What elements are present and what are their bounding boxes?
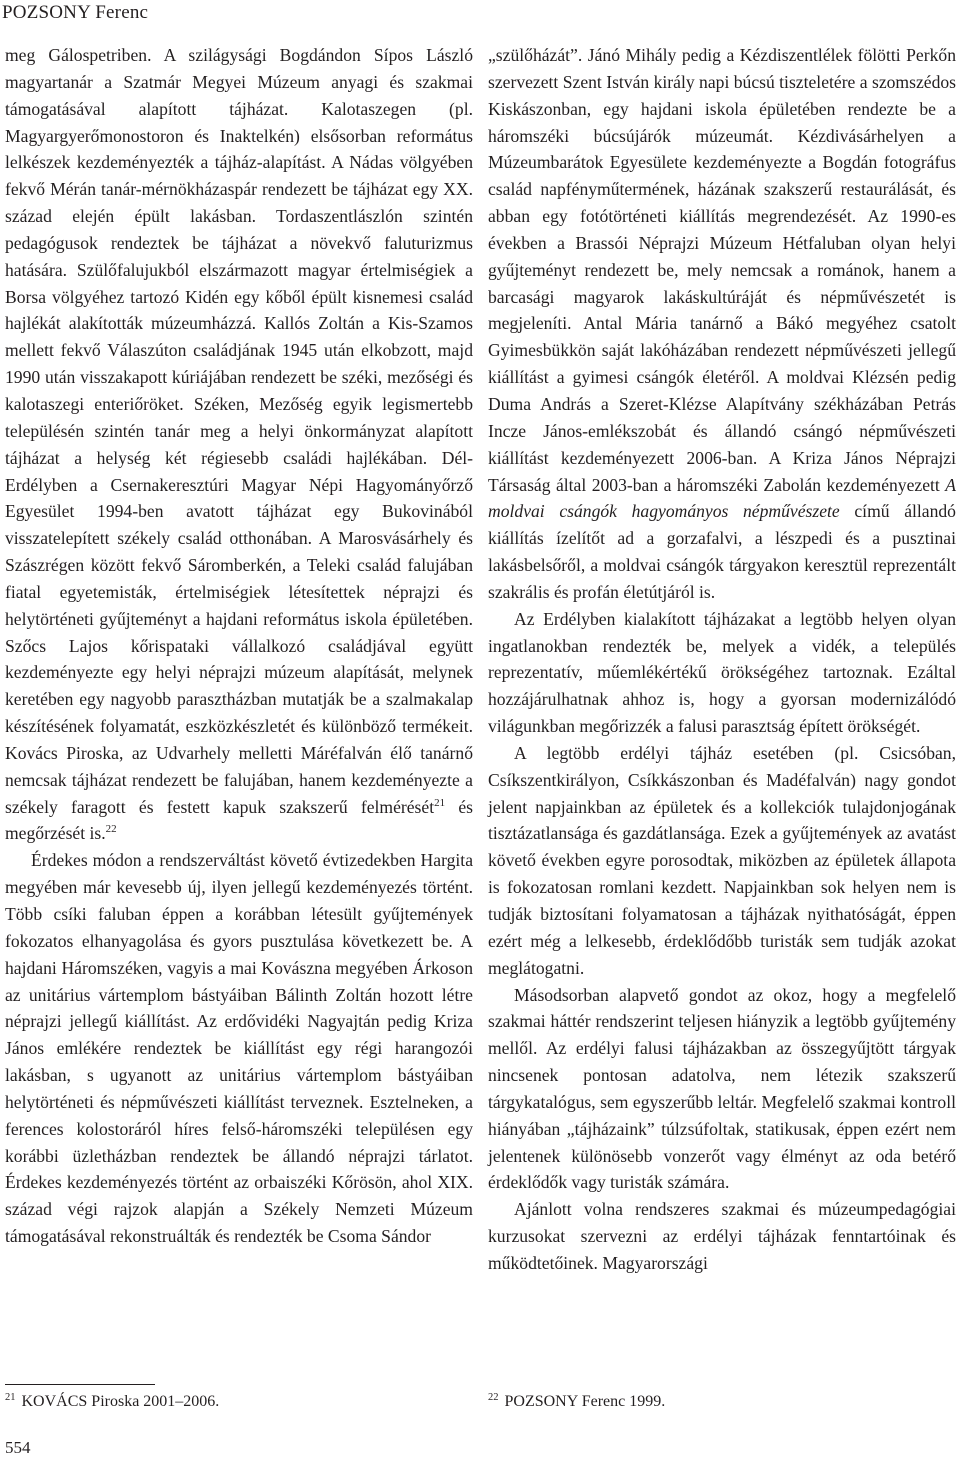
footnote-21-number: 21	[5, 1392, 16, 1403]
exhibition-title: A moldvai csángók hagyományos népművészete	[488, 474, 956, 522]
left-paragraph-2: Érdekes módon a rendszerváltást követő évtizedekben Hargita megyében már kevesebb új, ilyen jellegű kezdeményezés történt. Több csíki faluban éppen a korábban létesült gyűjtemények fokozatos elhanyagolása és gyors pusztulása következett be. A hajdani Háromszéken, vagyis a mai Kovászna megyében Árkoson az unitárius vártemplom bástyáiban Bálinth Zoltán hozott létre néprajzi jellegű kiállítást. Az erdővidéki Nagyajtán pedig Kriza János emlékére rendeztek be kiállítást egy régi harangozói lakásban, s ugyanott az unitárius vártemplom bástyáiban helytörténeti és népművészeti kiállítást terveznek. Esztelneken, a ferences kolostoráról híres felső-háromszéki településen egy korábbi üzletházban rendeztek be állandó néprajzi tárlatot. Érdekes kezdeményezés történt az orbaiszéki Kőrösön, ahol XIX. század végi rajzok alapján a Székely Nemzeti Múzeum támogatásával rekonstruálták és rendezték be Csoma Sándor	[5, 850, 473, 1247]
right-paragraph-3: A legtöbb erdélyi tájház esetében (pl. Csicsóban, Csíkszentkirályon, Csíkkászonban és Madéfalván) nagy gondot jelent napjainkban az épületek és a kollekciók tulajdonjogának tisztázatlansága és gazdátlansága. Ezek a gyűjtemények az avatást követő években egyre porosodtak, miközben az épületek állapota is fokozatosan romlani kezdett. Napjainkban sok helyen nem is tudják biztosítani folyamatosan a tájházak nyithatóságát, éppen ezért még a lelkesebb, érdeklődőbb turisták sem tudják azokat meglátogatni.	[488, 742, 956, 978]
footnote-22-text: POZSONY Ferenc 1999.	[504, 1393, 666, 1410]
right-paragraph-4: Másodsorban alapvető gondot az okoz, hogy a megfelelő szakmai háttér rendszerint teljesen hiányzik a legtöbb gyűjtemény mellől. Az erdélyi falusi tájházakban az összegyűjtött tárgyak nincsenek pontosan adatolva, nem létezik szakszerű tárgykatalógus, sem egyszerűbb leltár. Megfelelő szakmai kontroll hiányában „tájházaink” túlzsúfoltak, statikusak, éppen ezért nem jelentenek különösebb vonzerőt vagy élményt az oda betérő érdeklődők vagy turisták számára.	[488, 984, 956, 1193]
footnote-rule	[5, 1384, 155, 1385]
footnote-22	[488, 1392, 665, 1412]
running-head: POZSONY Ferenc	[2, 2, 149, 23]
left-paragraph-1	[5, 42, 473, 847]
left-column	[5, 42, 473, 1250]
right-paragraph-5: Ajánlott volna rendszeres szakmai és múzeumpedagógiai kurzusokat szervezni az erdélyi tájházak fenntartóinak és működtetőinek. Magyarországi	[488, 1199, 956, 1273]
footnote-21-text: KOVÁCS Piroska 2001–2006.	[21, 1393, 220, 1410]
left-paragraph-1-tail: és megőrzését is.	[5, 796, 473, 844]
right-paragraph-2: Az Erdélyben kialakított tájházakat a legtöbb helyen olyan ingatlanokban rendezték be, melyek a vidék, a település reprezentatív, műemlékértékű örökségéhez tartoznak. Ezáltal hozzájárulhatnak ahhoz is, hogy a gyorsan modernizálódó világunkban megőrizzék a falusi parasztság épített örökségét.	[488, 608, 956, 737]
right-paragraph-1	[488, 42, 956, 606]
right-paragraph-1-text: „szülőházát”. Jánó Mihály pedig a Kézdiszentlélek fölötti Perkőn szervezett Szent István király napi búcsú tiszteletére a szomszédos Kiskászonban, egy hajdani iskola épületében rendezte be a háromszéki búcsújárók múzeumát. Kézdivásárhelyen a Múzeumbarátok Egyesülete kezdeményezte a Bogdán fotográfus család napfényműtermének, házának szakszerű restaurálását, és abban egy fotótörténeti kiállítás megrendezését. Az 1990-es években a Brassói Néprajzi Múzeum Hétfaluban olyan helyi gyűjteményt rendezett be, mely nemcsak a románok, hanem a barcasági magyarok lakáskultúráját és népművészetét is megjeleníti. Antal Mária tanárnő a Bákó megyéhez csatolt Gyimesbükkön saját lakóházában rendezett népművészeti jellegű kiállítást a gyimesi csángók életéről. A moldvai Klézsén pedig Duma András a Szeret-Klézse Alapítvány székházában Petrás Incze János-emlékszobát és állandó csángó népművészeti kiállítást kezdeményezett 2006-ban. A Kriza János Néprajzi Társaság által 2003-ban a háromszéki Zabolán kezdeményezett	[488, 45, 957, 495]
right-column	[488, 42, 956, 1277]
footnote-ref-22: 22	[105, 823, 117, 836]
left-paragraph-1-text: meg Gálospetriben. A szilágysági Bogdándon Sípos László magyartanár a Szatmár Megyei Múzeum anyagi és szakmai támogatásával alapított tájházat. Kalotaszegen (pl. Magyargyerőmonostoron és Inaktelkén) elsősorban református lelkészek kezdeményezték a tájház-alapítást. A Nádas völgyében fekvő Mérán tanár-mérnökházaspár rendezett be tájházat egy XX. század elején épült lakásban. Tordaszentlászlón szintén pedagógusok rendeztek be tájházat a növekvő faluturizmus hatására. Szülőfalujukból elszármazott magyar értelmiségiek a Borsa völgyéhez tartozó Kidén egy kőből épült kisnemesi család hajlékát alakították múzeumházzá. Kallós Zoltán a Kis-Szamos mellett fekvő Válaszúton családjának 1945 után elkobzott, majd 1990 után visszakapott kúriájában rendezett be széki, mezőségi és kalotaszegi enteriőröket. Széken, Mezőség egyik legismertebb településén szintén tanár meg a helyi önkormányzat alapított tájházat a helység két régiesebb családi hajlékában. Dél-Erdélyben a Csernakeresztúri Magyar Népi Hagyományőrző Egyesület 1994-ben avatott tájházat egy Bukovinából visszatelepített székely család otthonában. A Marosvásárhely és Szászrégen között fekvő Sáromberkén, a Teleki család falujában fiatal egyetemisták, értelmiségiek létesítettek néprajzi és helytörténeti gyűjteményt a hajdani református iskola épületében. Szőcs Lajos kőrispataki vállalkozó családjával együtt kezdeményezte egy helyi néprajzi múzeum alapítását, melynek keretében egy nagyobb parasztházban mutatják be a szalmakalap készítésének folyamatát, eszközkészletét és különböző termékeit. Kovács Piroska, az Udvarhely melletti Máréfalván élő tanárnő nemcsak tájházat rendezett be falujában, hanem kezdeményezte a székely faragott és festett kapuk szakszerű felmérését	[5, 45, 473, 817]
footnote-ref-21: 21	[434, 796, 446, 809]
footnote-22-number: 22	[488, 1392, 499, 1403]
footnote-21	[5, 1392, 219, 1412]
page-number: 554	[5, 1438, 31, 1457]
right-paragraph-1-tail: című állandó kiállítás ízelítőt ad a gorzafalvi, a lészpedi és a pusztinai lakásbelsőről, a moldvai csángók tárgyakon keresztül reprezentált szakrális és profán életútjáról is.	[488, 501, 956, 602]
